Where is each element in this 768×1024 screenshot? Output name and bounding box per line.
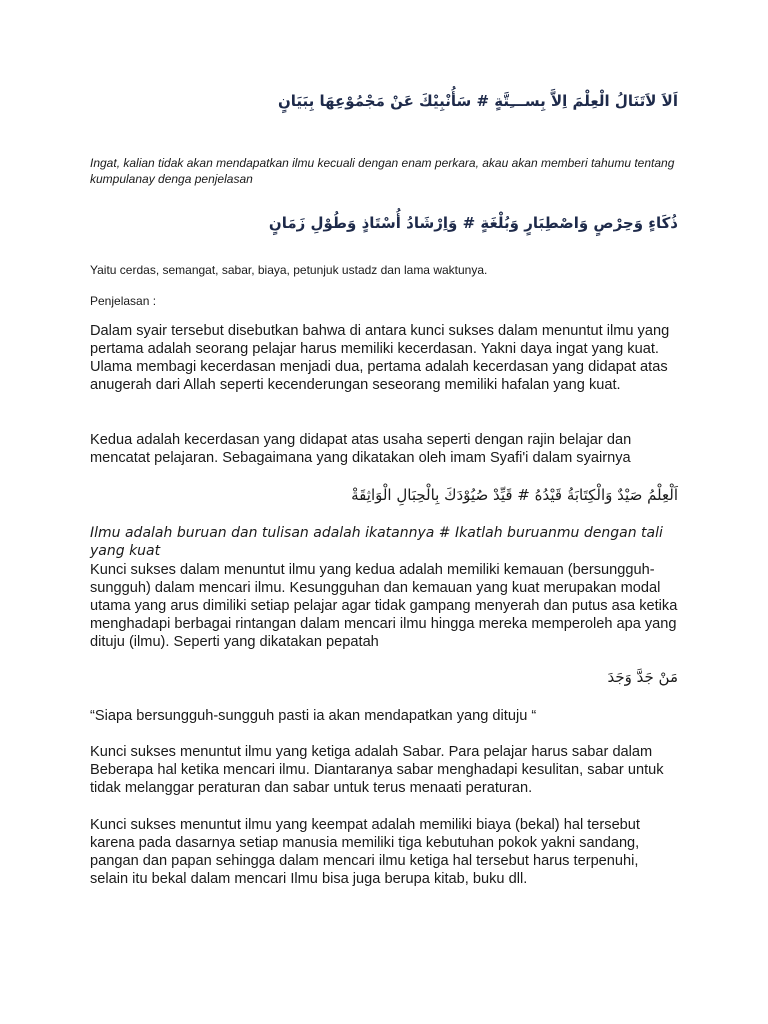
translation-2: Yaitu cerdas, semangat, sabar, biaya, petunjuk ustadz dan lama waktunya. [90, 263, 488, 277]
paragraph-6: Kunci sukses menuntut ilmu yang keempat adalah memiliki biaya (bekal) hal tersebut karena pada dasarnya setiap manusia memiliki tiga kebutuhan pokok yakni sandang, pangan dan papan sehingga dalam mencari ilmu ketiga hal tersebut harus terpenuhi, selain itu bekal dalam mencari Ilmu bisa juga berupa kitab, buku dll. [90, 817, 640, 887]
paragraph-3: Kunci sukses dalam menuntut ilmu yang kedua adalah memiliki kemauan (bersungguh-sungguh) dalam mencari ilmu. Kesungguhan dan kemauan yang kuat merupakan modal utama yang arus dimiliki setiap pelajar agar tidak gampang menyerah dan putus asa ketika menghadapi berbagai rintangan dalam mencari ilmu hingga mereka memperoleh apa yang dituju (ilmu). Seperti yang dikatakan pepatah [90, 562, 678, 650]
quote-translation: Ilmu adalah buruan dan tulisan adalah ikatannya # Ikatlah buruanmu dengan tali yang kuat [90, 525, 663, 559]
arabic-verse-3: اَلْعِلْمُ صَيْدٌ وَالْكِتَابَةُ قَيْدُهُ # قَيِّدْ صُيُوْدَكَ بِالْحِبَالِ الْوَاثِقَةْ [351, 486, 678, 504]
arabic-verse-1: اَلاَ لاَتَنَالُ الْعِلْمَ اِلاَّ بِســـِتَّةٍ # سَأُنْبِيْكَ عَنْ مَجْمُوْعِهَا بِبَيَانٍ [277, 92, 678, 110]
arabic-verse-2: ذُكَاءٍ وَحِرْصٍ وَاصْطِبَارٍ وَبُلْغَةٍ # وَاِرْشَادُ أُسْتَاذٍ وَطُوْلِ زَمَانٍ [268, 214, 678, 232]
penjelasan-label: Penjelasan : [90, 294, 157, 308]
proverb-translation: “Siapa bersungguh-sungguh pasti ia akan mendapatkan yang dituju “ [90, 708, 537, 724]
paragraph-2: Kedua adalah kecerdasan yang didapat atas usaha seperti dengan rajin belajar dan mencatat pelajaran. Sebagaimana yang dikatakan oleh imam Syafi'i dalam syairnya [90, 432, 632, 466]
translation-1: Ingat, kalian tidak akan mendapatkan ilmu kecuali dengan enam perkara, akau akan memberi tahumu tentang kumpulanay denga penjelasan [90, 156, 675, 186]
paragraph-5: Kunci sukses menuntut ilmu yang ketiga adalah Sabar. Para pelajar harus sabar dalam Beberapa hal ketika mencari ilmu. Diantaranya sabar menghadapi kesulitan, sabar untuk tidak melanggar peraturan dan sabar untuk terus menaati peraturan. [90, 744, 664, 796]
arabic-proverb: مَنْ جَدَّ وَجَدَ [607, 668, 678, 686]
paragraph-1: Dalam syair tersebut disebutkan bahwa di antara kunci sukses dalam menuntut ilmu yang pertama adalah seorang pelajar harus memiliki kecerdasan. Yakni daya ingat yang kuat. Ulama membagi kecerdasan menjadi dua, pertama adalah kecerdasan yang didapat atas anugerah dari Allah seperti kecenderungan seseorang memiliki hafalan yang kuat. [90, 323, 670, 393]
